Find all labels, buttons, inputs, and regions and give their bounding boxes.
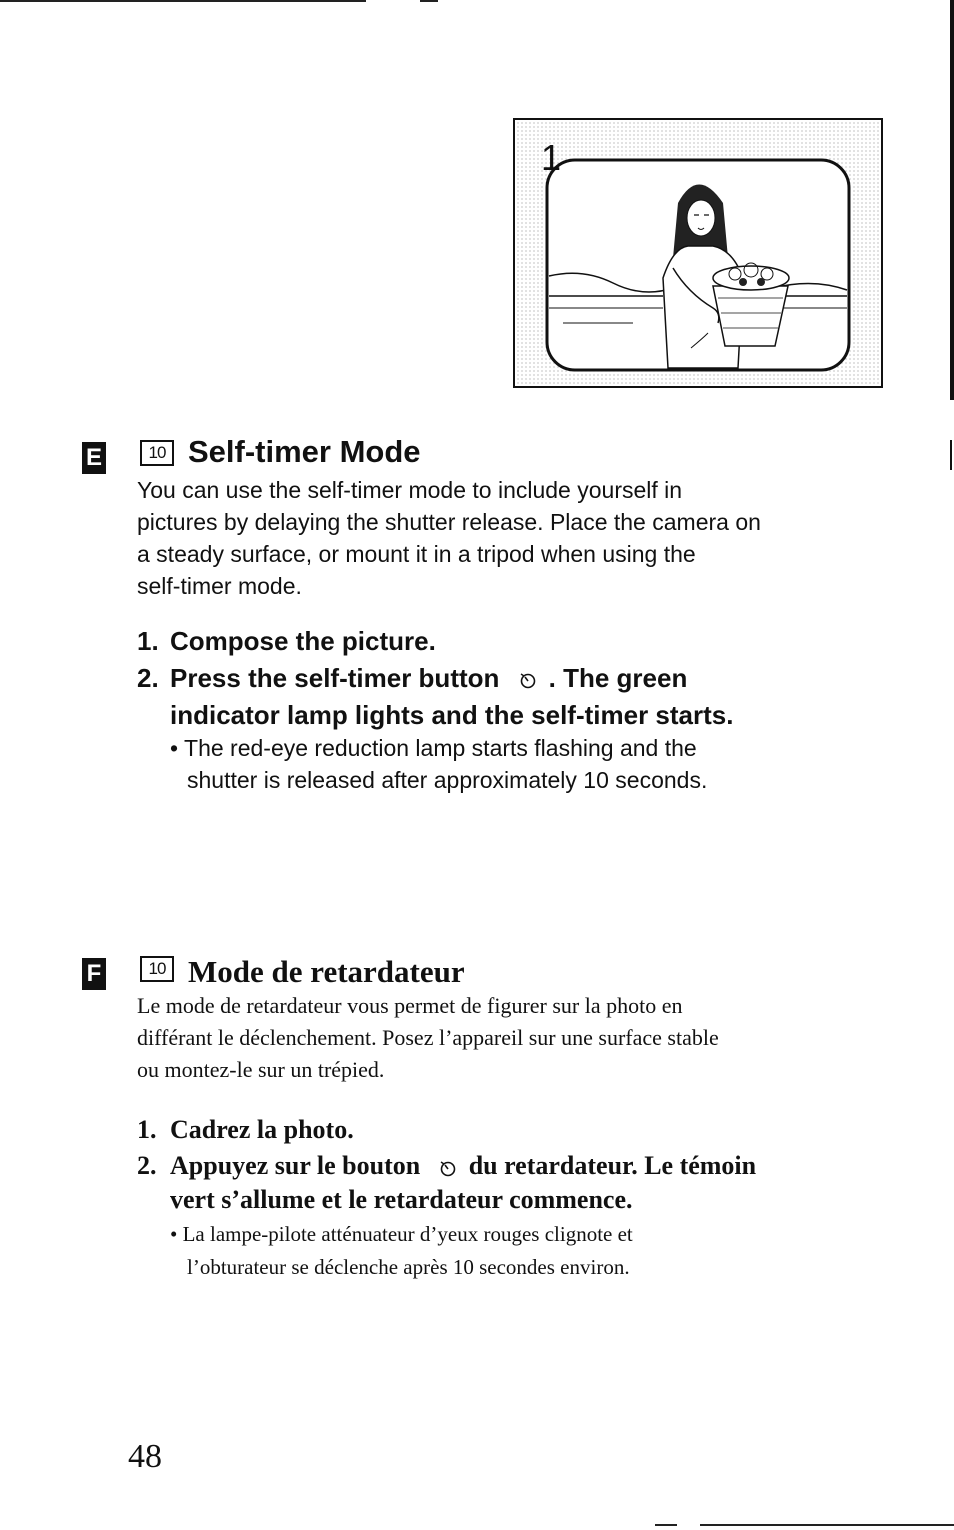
- viewfinder-illustration: [513, 118, 883, 388]
- intro-line: You can use the self-timer mode to include yourself in: [137, 477, 683, 503]
- language-badge-french: F: [82, 958, 106, 990]
- intro-french: [137, 990, 877, 1086]
- intro-english: [137, 474, 897, 602]
- step-1-english: [137, 623, 436, 659]
- intro-line: pictures by delaying the shutter release. Place the camera on: [137, 509, 761, 535]
- bullet-french-cont: l’obturateur se déclenche après 10 secondes environ.: [187, 1255, 630, 1279]
- panel-number: 1: [541, 137, 562, 178]
- self-timer-icon: [517, 671, 539, 689]
- page-edge: [950, 0, 954, 400]
- bottom-rule-short: [655, 1524, 677, 1526]
- bullet-english-cont: shutter is released after approximately 10 seconds.: [187, 767, 708, 793]
- top-rule: [0, 0, 366, 2]
- edge-mark: [950, 440, 952, 470]
- step-number: 2.: [137, 663, 159, 693]
- bullet-english: • The red-eye reduction lamp starts flashing and the: [170, 735, 697, 761]
- step-number: 1.: [137, 626, 159, 656]
- step-text: Compose the picture.: [170, 626, 436, 656]
- page-number: 48: [128, 1438, 162, 1475]
- section-title-french: Mode de retardateur: [188, 954, 465, 989]
- intro-line: self-timer mode.: [137, 573, 302, 599]
- step-number: 1.: [137, 1115, 157, 1144]
- bottom-rule: [700, 1524, 954, 1526]
- step-text: Appuyez sur le bouton: [170, 1151, 421, 1180]
- step-text-cont: . The green: [548, 663, 688, 693]
- step-text: Cadrez la photo.: [170, 1115, 354, 1144]
- intro-line: Le mode de retardateur vous permet de figurer sur la photo en: [137, 993, 683, 1018]
- self-timer-icon: [437, 1159, 459, 1177]
- intro-line: ou montez-le sur un trépied.: [137, 1057, 385, 1082]
- intro-line: a steady surface, or mount it in a tripod when using the: [137, 541, 696, 567]
- step-text: Press the self-timer button: [170, 663, 500, 693]
- section-title-english: Self-timer Mode: [188, 434, 421, 469]
- self-timer-mode-icon: 10: [140, 440, 174, 466]
- top-rule-short: [420, 0, 438, 2]
- step-2-english-line-2: indicator lamp lights and the self-timer starts.: [170, 700, 734, 730]
- step-2-english: [137, 660, 687, 696]
- self-timer-mode-icon: 10: [140, 956, 174, 982]
- intro-line: différant le déclenchement. Posez l’appareil sur une surface stable: [137, 1025, 719, 1050]
- step-2-french: [137, 1149, 756, 1183]
- step-text-cont: du retardateur. Le témoin: [468, 1151, 757, 1180]
- step-number: 2.: [137, 1151, 157, 1180]
- step-1-french: [137, 1113, 354, 1147]
- step-2-french-line-2: vert s’allume et le retardateur commence.: [170, 1185, 633, 1214]
- bullet-french: • La lampe-pilote atténuateur d’yeux rouges clignote et: [170, 1222, 633, 1246]
- language-badge-english: E: [82, 442, 106, 474]
